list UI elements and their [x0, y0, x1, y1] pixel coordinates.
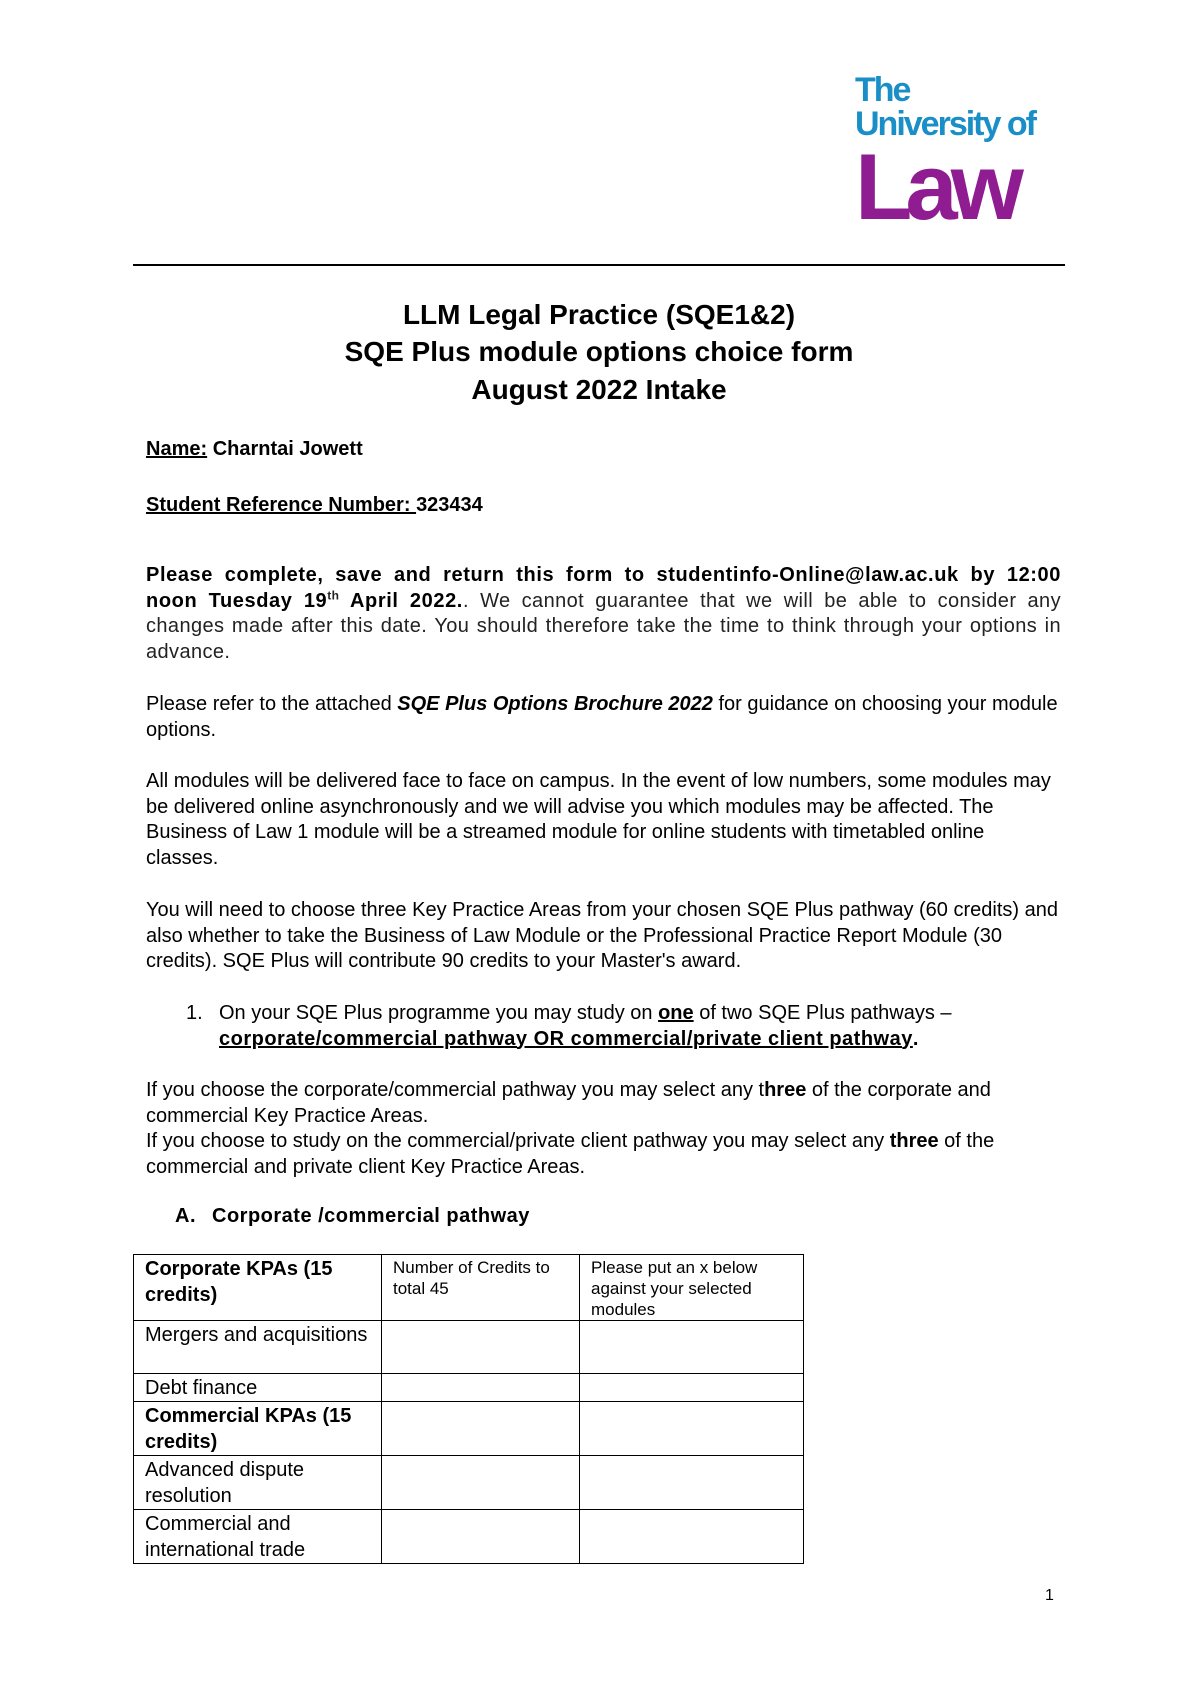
item-number: 1.: [186, 1002, 203, 1024]
brochure-text-a: Please refer to the attached: [146, 693, 398, 715]
module-name: Debt finance: [134, 1374, 382, 1402]
section-a-heading: [175, 1205, 530, 1228]
pathway-note1-bold: hree: [764, 1079, 807, 1101]
section-a-title: Corporate /commercial pathway: [212, 1205, 530, 1227]
table-row: [134, 1374, 804, 1402]
kpa-selection-table: [133, 1254, 804, 1564]
pathway-options: corporate/commercial pathway OR commercial/private client pathway: [219, 1027, 913, 1050]
university-logo: [855, 71, 1055, 239]
student-name-value[interactable]: Charntai Jowett: [212, 438, 363, 460]
section-a-label: A.: [175, 1205, 196, 1227]
table-row: [134, 1321, 804, 1374]
module-name: Mergers and acquisitions: [134, 1321, 382, 1374]
document-title: LLM Legal Practice (SQE1&2): [402, 299, 796, 330]
item-text-a: On your SQE Plus programme you may study on: [219, 1002, 659, 1024]
credits-cell[interactable]: [382, 1510, 580, 1564]
selection-cell[interactable]: [580, 1321, 804, 1374]
header-selection: Please put an x below against your selected modules: [580, 1255, 804, 1321]
selection-cell[interactable]: [580, 1510, 804, 1564]
credits-cell[interactable]: [382, 1456, 580, 1510]
pathway-note1-b: of the corporate and commercial Key Practice Areas.: [146, 1079, 991, 1127]
ordinal-suffix: th: [327, 587, 340, 602]
header-credits: Number of Credits to total 45: [382, 1255, 580, 1321]
pathway-notes: [146, 1078, 1061, 1180]
credits-cell[interactable]: [382, 1321, 580, 1374]
pathway-note2-b: of the commercial and private client Key Practice Areas.: [146, 1130, 995, 1178]
logo-line-the: The: [855, 71, 910, 109]
table-row: [134, 1456, 804, 1510]
student-ref-value[interactable]: 323434: [416, 494, 483, 516]
delivery-info: All modules will be delivered face to face on campus. In the event of low numbers, some modules may be delivered online asynchronously and we will advise you which modules may be affected. The Business of Law 1 module will be a streamed module for online students with timetabled online classes.: [146, 770, 1051, 869]
document-intake: August 2022 Intake: [471, 374, 727, 405]
submission-note: . We cannot guarantee that we will be able to consider any changes made after this date. You should therefore take the time to think through your options in advance.: [146, 589, 1061, 663]
module-name: Advanced dispute resolution: [134, 1456, 382, 1510]
module-name: Commercial and international trade: [134, 1510, 382, 1564]
credits-cell[interactable]: [382, 1374, 580, 1402]
document-subtitle: SQE Plus module options choice form: [344, 336, 854, 367]
submission-deadline-date: April 2022.: [339, 589, 463, 612]
selection-cell[interactable]: [580, 1402, 804, 1456]
commercial-kpas-heading: Commercial KPAs (15 credits): [134, 1402, 382, 1456]
pathway-note1-a: If you choose the corporate/commercial pathway you may select any t: [146, 1079, 765, 1101]
brochure-reference: [146, 692, 1061, 743]
student-name-label: Name:: [146, 438, 208, 460]
pathway-note2-bold: three: [889, 1130, 939, 1152]
credits-info: You will need to choose three Key Practice Areas from your chosen SQE Plus pathway (60 credits) and also whether to take the Business of Law Module or the Professional Practice Report Module (30 credits). SQE Plus will contribute 90 credits to your Master's award.: [146, 899, 1058, 972]
header-divider: [133, 264, 1065, 266]
student-ref-label: Student Reference Number:: [146, 494, 411, 516]
logo-line-law: Law: [855, 134, 1017, 239]
header-corporate-kpas: Corporate KPAs (15 credits): [134, 1255, 382, 1321]
selection-cell[interactable]: [580, 1456, 804, 1510]
student-ref-line: [146, 492, 483, 518]
brochure-text-b: for guidance on choosing your module options.: [146, 693, 1058, 741]
table-row: [134, 1510, 804, 1564]
student-name-line: [146, 436, 363, 462]
brochure-title: SQE Plus Options Brochure 2022: [397, 693, 713, 715]
logo-line-university-of: University of: [855, 105, 1035, 143]
submission-instructions: [146, 563, 1061, 665]
item-emphasis-one: one: [658, 1002, 694, 1024]
credits-cell[interactable]: [382, 1402, 580, 1456]
pathway-note2-a: If you choose to study on the commercial/private client pathway you may select any: [146, 1130, 890, 1152]
page-number: 1: [1045, 1587, 1054, 1604]
table-row: [134, 1402, 804, 1456]
submission-deadline-text: Please complete, save and return this form to studentinfo-Online@law.ac.uk by 12:00 noon Tuesday 19: [146, 564, 1061, 612]
item-end: .: [912, 1027, 919, 1050]
item-text-b: of two SQE Plus pathways –: [693, 1002, 952, 1024]
table-header-row: [134, 1255, 804, 1321]
selection-cell[interactable]: [580, 1374, 804, 1402]
